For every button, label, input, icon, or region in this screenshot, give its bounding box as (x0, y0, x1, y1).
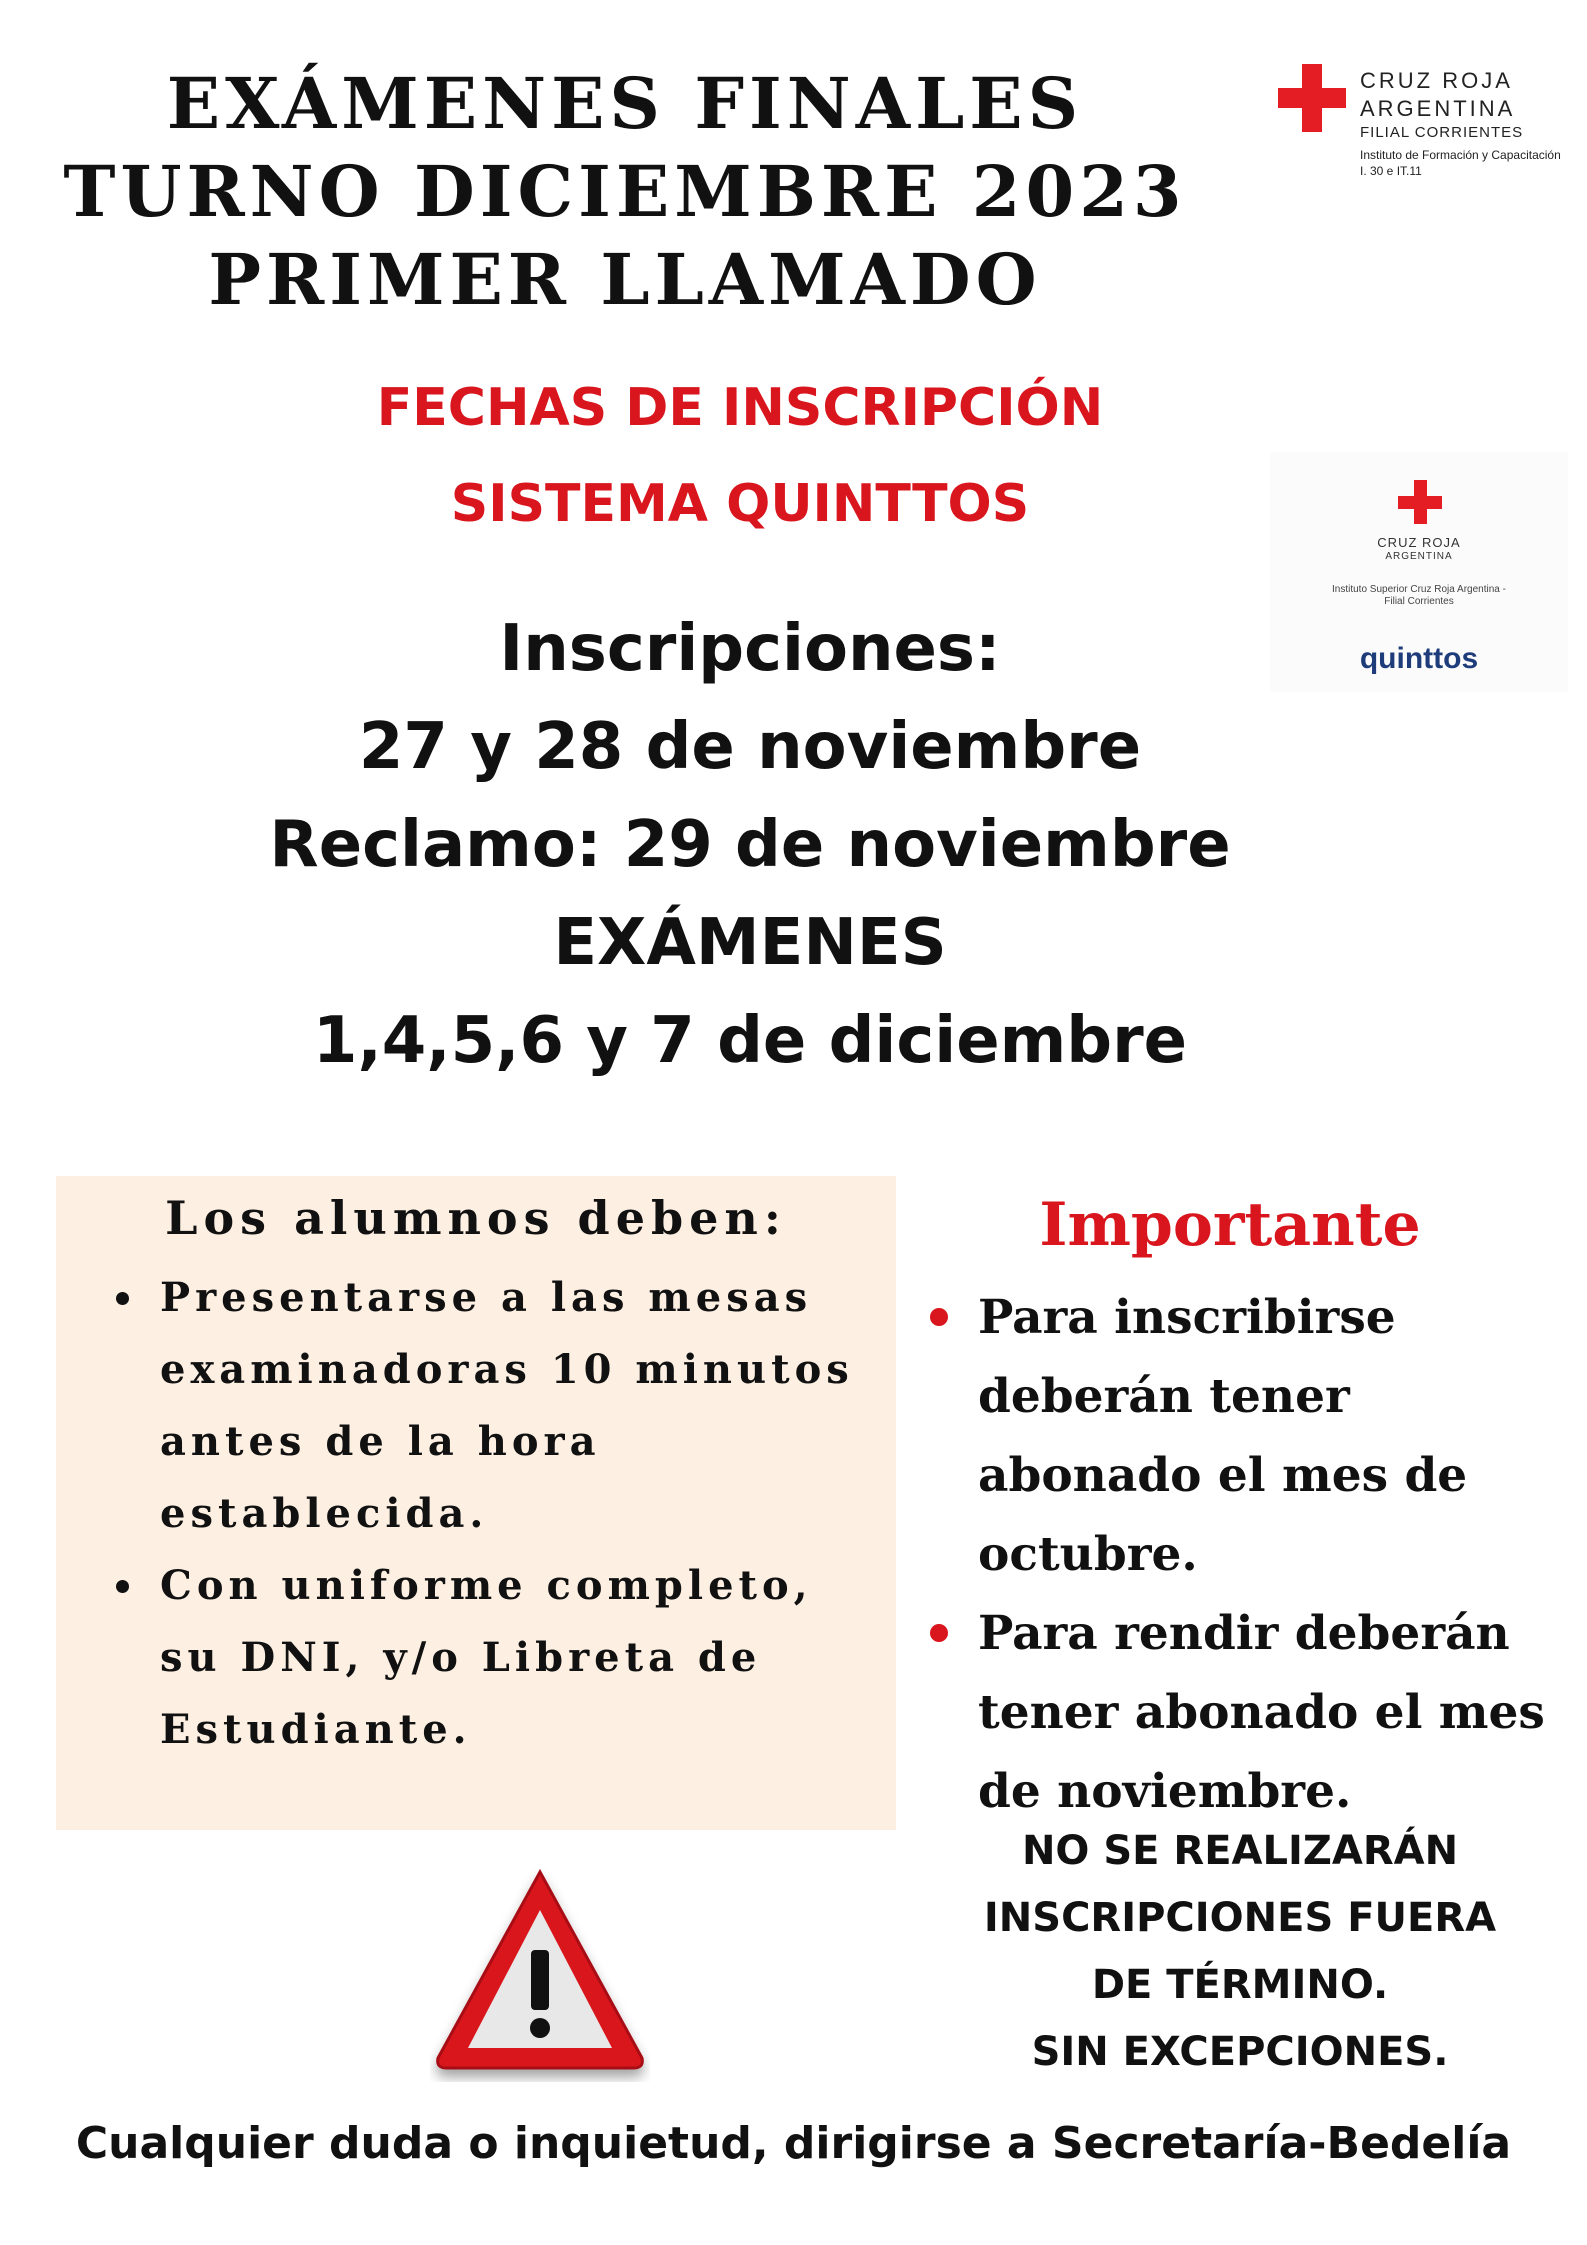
quinttos-logo-country: ARGENTINA (1385, 551, 1453, 562)
important-list (928, 1278, 1548, 1831)
list-item: Para rendir deberán tener abonado el mes de noviembre. (928, 1594, 1548, 1831)
cross-icon-small-vertical (1414, 480, 1427, 524)
title-line-3: PRIMER LLAMADO (208, 238, 1042, 321)
list-item: Con uniforme completo, su DNI, y/o Libreta de Estudiante. (108, 1550, 868, 1766)
quinttos-logo-institute: Instituto Superior Cruz Roja Argentina - (1332, 584, 1506, 595)
logo-org-name: CRUZ ROJA (1360, 68, 1513, 93)
students-heading: Los alumnos deben: (165, 1191, 787, 1245)
logo-institute-code: I. 30 e IT.11 (1360, 164, 1422, 178)
title-line-2: TURNO DICIEMBRE 2023 (63, 150, 1187, 233)
claim-date: Reclamo: 29 de noviembre (269, 808, 1231, 882)
quinttos-logo-branch: Filial Corrientes (1384, 596, 1454, 607)
no-late-registration-notice (930, 1818, 1550, 2086)
logo-org-country: ARGENTINA (1360, 96, 1516, 121)
notice-line-1: NO SE REALIZARÁN (1021, 1828, 1459, 1874)
students-list (108, 1262, 868, 1766)
exams-label: EXÁMENES (553, 906, 947, 980)
important-heading: Importante (1039, 1190, 1421, 1260)
dates-block (0, 600, 1500, 1090)
registration-header-line-2: SISTEMA QUINTTOS (450, 474, 1030, 534)
list-item: Para inscribirse deberán tener abonado el mes de octubre. (928, 1278, 1548, 1594)
notice-line-2: INSCRIPCIONES FUERA (983, 1895, 1497, 1941)
registration-header-line-1: FECHAS DE INSCRIPCIÓN (376, 378, 1104, 438)
cross-icon-vertical (1302, 64, 1322, 132)
page-title (0, 60, 1250, 324)
cruz-roja-logo (1270, 54, 1570, 204)
logo-org-branch: FILIAL CORRIENTES (1360, 124, 1524, 141)
registration-label: Inscripciones: (499, 612, 1001, 686)
exam-dates: 1,4,5,6 y 7 de diciembre (312, 1004, 1188, 1078)
footer-note: Cualquier duda o inquietud, dirigirse a Secretaría-Bedelía (75, 2118, 1512, 2169)
notice-line-3: DE TÉRMINO. (1091, 1962, 1389, 2008)
quinttos-logo-org: CRUZ ROJA (1377, 535, 1461, 550)
logo-institute: Instituto de Formación y Capacitación (1360, 148, 1561, 162)
registration-header (0, 360, 1480, 552)
warning-sign-icon (430, 1862, 650, 2082)
registration-dates: 27 y 28 de noviembre (358, 710, 1142, 784)
notice-line-4: SIN EXCEPCIONES. (1031, 2029, 1449, 2075)
title-line-1: EXÁMENES FINALES (166, 62, 1084, 145)
quinttos-brand: quinttos (1359, 642, 1479, 675)
list-item: Presentarse a las mesas examinadoras 10 minutos antes de la hora establecida. (108, 1262, 868, 1550)
